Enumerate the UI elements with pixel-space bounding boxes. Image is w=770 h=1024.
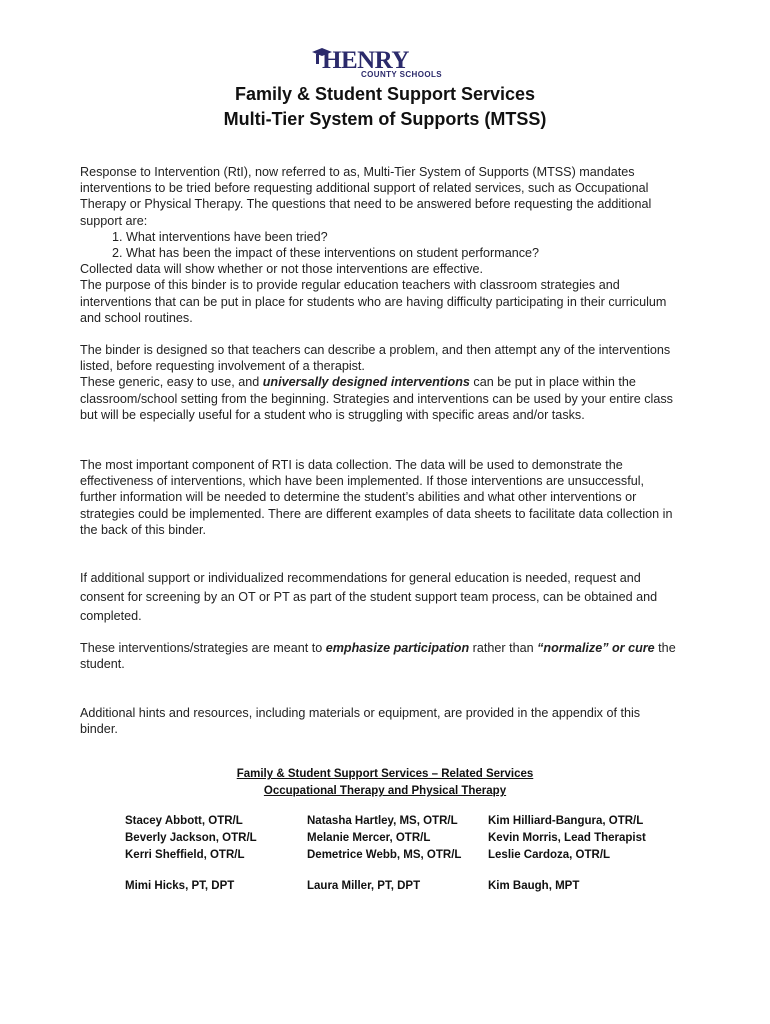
emphasis-normalize: “normalize” or cure <box>537 641 655 655</box>
binder-purpose-paragraph: The purpose of this binder is to provide regular education teachers with classroom strategies and interventions that can be put in place for students who are having difficulty participating in their curriculum and school routines. <box>80 278 667 325</box>
ot-column-3 <box>488 813 646 865</box>
henry-county-schools-logo <box>312 46 442 82</box>
page-subtitle: Multi-Tier System of Supports (MTSS) <box>223 109 547 129</box>
appendix-paragraph: Additional hints and resources, including materials or equipment, are provided in the appendix of this binder. <box>80 706 641 737</box>
emphasis-text-mid: rather than <box>469 641 538 655</box>
staff-name: Stacey Abbott, OTR/L <box>125 815 243 827</box>
emphasis-participation: emphasize participation <box>325 641 470 655</box>
pt-column-2 <box>307 878 420 895</box>
emphasis-text-pre: These interventions/strategies are meant to <box>80 641 326 655</box>
emphasis-text-post: the student. <box>80 641 676 672</box>
ot-column-2 <box>307 813 461 865</box>
list-item: 2. What has been the impact of these interventions on student performance? <box>126 245 680 261</box>
binder-section <box>80 342 680 423</box>
staff-name: Beverly Jackson, OTR/L <box>125 832 257 845</box>
ot-column-1 <box>125 813 257 865</box>
staff-name: Natasha Hartley, MS, OTR/L <box>307 815 458 827</box>
interventions-paragraph <box>80 374 680 423</box>
staff-name: Mimi Hicks, PT, DPT <box>125 880 235 892</box>
interventions-emphasis: universally designed interventions <box>262 375 470 390</box>
staff-name: Kerri Sheffield, OTR/L <box>125 849 245 862</box>
intro-section <box>80 164 680 326</box>
intro-paragraph: Response to Intervention (RtI), now referred to as, Multi-Tier System of Supports (MTSS) mandates interventions to be tried before requesting additional support of related services, such as Occupational Therapy or Physical Therapy. The questions that need to be answered before requesting the additional support are: <box>80 165 652 228</box>
staff-name: Kim Baugh, MPT <box>488 880 580 892</box>
logo-brand-text: HENRY <box>322 47 409 74</box>
staff-name: Laura Miller, PT, DPT <box>307 880 421 892</box>
interventions-text-pre: These generic, easy to use, and <box>80 375 263 390</box>
collected-data-paragraph: Collected data will show whether or not those interventions are effective. <box>80 262 483 277</box>
staff-name: Kevin Morris, Lead Therapist <box>488 832 646 845</box>
staff-subheading: Occupational Therapy and Physical Therapy <box>263 785 507 797</box>
data-collection-paragraph: The most important component of RTI is data collection. The data will be used to demonstrate the effectiveness of interventions, which have been implemented. If those interventions are unsuccessful, further information will be needed to determine the student’s abilities and what other interventions or strategies could be implemented. There are different examples of data sheets to facilitate data collection in the back of this binder. <box>80 458 673 537</box>
additional-support-paragraph: If additional support or individualized recommendations for general education is needed, request and consent for screening by an OT or PT as part of the student support team process, can be obtained and completed. <box>80 571 658 623</box>
staff-name: Kim Hilliard-Bangura, OTR/L <box>488 815 644 827</box>
page-title: Family & Student Support Services <box>234 84 536 104</box>
staff-name: Demetrice Webb, MS, OTR/L <box>307 849 462 862</box>
list-item: 1. What interventions have been tried? <box>126 229 680 245</box>
logo-subtitle-text: COUNTY SCHOOLS <box>360 70 442 79</box>
emphasis-paragraph <box>80 640 680 672</box>
pt-column-1 <box>125 878 234 895</box>
staff-name: Leslie Cardoza, OTR/L <box>488 849 611 862</box>
binder-design-paragraph: The binder is designed so that teachers can describe a problem, and then attempt any of the interventions listed, before requesting involvement of a therapist. <box>80 343 671 374</box>
pt-column-3 <box>488 878 579 895</box>
staff-name: Melanie Mercer, OTR/L <box>307 832 431 845</box>
staff-heading: Family & Student Support Services – Related Services <box>236 768 534 780</box>
questions-list <box>80 229 680 261</box>
interventions-text-post: can be put in place within the classroom/school setting from the beginning. Strategies and interventions can be used by your entire class but will be especially useful for a student who is struggling with specific areas and/or tasks. <box>80 375 673 422</box>
